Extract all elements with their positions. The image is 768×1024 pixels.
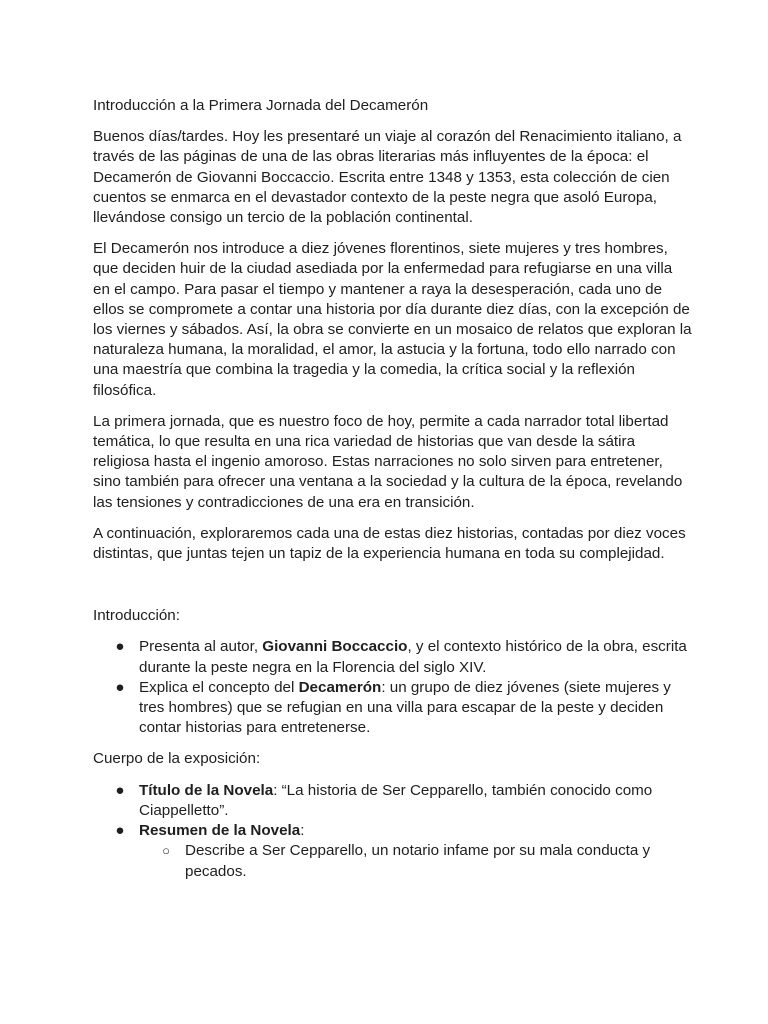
bullet-icon: ● bbox=[115, 822, 125, 840]
item-text-pre: Presenta al autor, bbox=[139, 638, 263, 656]
intro-section-label: Introducción: bbox=[93, 607, 180, 625]
list-item bbox=[93, 637, 693, 677]
sub-bullet-list bbox=[139, 841, 693, 881]
paragraph-first-day: La primera jornada, que es nuestro foco de hoy, permite a cada narrador total libertad temática, lo que resulta en una rica variedad de historias que van desde la sátira religiosa hasta el ingenio amoroso. Estas narraciones no solo sirven para entretener, sino también para ofrecer una ventana a la sociedad y la cultura de la época, revelando las tensiones y contradicciones de una era en transición. bbox=[93, 412, 683, 511]
item-text-bold: Título de la Novela bbox=[139, 781, 274, 799]
item-text-pre: Explica el concepto del bbox=[139, 678, 299, 696]
item-text-bold: Decamerón bbox=[298, 678, 382, 696]
item-text-post: : un grupo de diez jóvenes (siete mujeres y tres hombres) que se refugian en una villa para escapar de la peste y deciden contar historias para entretenerse. bbox=[139, 678, 671, 737]
list-item bbox=[93, 781, 693, 821]
list-item bbox=[93, 678, 693, 739]
intro-bullet-list bbox=[93, 637, 693, 738]
list-item bbox=[93, 821, 693, 882]
paragraph-intro-greeting: Buenos días/tardes. Hoy les presentaré un viaje al corazón del Renacimiento italiano, a través de las páginas de una de las obras literarias más influyentes de la época: el Decamerón de Giovanni Boccaccio. Escrita entre 1348 y 1353, esta colección de cien cuentos se enmarca en el devastador contexto de la peste negra que asoló Europa, llevándose consigo un tercio de la población continental. bbox=[93, 128, 682, 227]
item-text-post: , y el contexto histórico de la obra, escrita durante la peste negra en la Florencia del siglo XIV. bbox=[139, 638, 687, 676]
paragraph-transition: A continuación, exploraremos cada una de estas diez historias, contadas por diez voces distintas, que juntas tejen un tapiz de la experiencia humana en toda su complejidad. bbox=[93, 524, 686, 563]
item-text-bold: Giovanni Boccaccio bbox=[262, 638, 408, 656]
item-text-post: : “La historia de Ser Cepparello, también conocido como Ciappelletto”. bbox=[139, 781, 653, 819]
document-title: Introducción a la Primera Jornada del Decamerón bbox=[93, 97, 429, 114]
body-bullet-list bbox=[93, 781, 693, 882]
sub-item-text: Describe a Ser Cepparello, un notario infame por su mala conducta y pecados. bbox=[185, 842, 651, 880]
bullet-icon: ● bbox=[115, 678, 125, 696]
item-text-bold: Resumen de la Novela bbox=[139, 822, 301, 840]
bullet-icon: ● bbox=[115, 638, 125, 656]
blank-line bbox=[93, 575, 693, 606]
paragraph-decameron-summary: El Decamerón nos introduce a diez jóvenes florentinos, siete mujeres y tres hombres, que deciden huir de la ciudad asediada por la enfermedad para refugiarse en una villa en el campo. Para pasar el tiempo y mantener a raya la desesperación, cada uno de ellos se compromete a contar una historia por día durante diez días, con la excepción de los viernes y sábados. Así, la obra se convierte en un mosaico de relatos que exploran la naturaleza humana, la moralidad, el amor, la astucia y la fortuna, todo ello narrado con una maestría que combina la tragedia y la comedia, la crítica social y la reflexión filosófica. bbox=[93, 240, 692, 399]
body-section-label: Cuerpo de la exposición: bbox=[93, 750, 261, 768]
bullet-icon: ● bbox=[115, 781, 125, 799]
sub-list-item bbox=[139, 841, 693, 881]
document-content bbox=[93, 96, 693, 893]
item-text-post: : bbox=[300, 822, 305, 840]
hollow-bullet-icon: ○ bbox=[162, 843, 170, 859]
